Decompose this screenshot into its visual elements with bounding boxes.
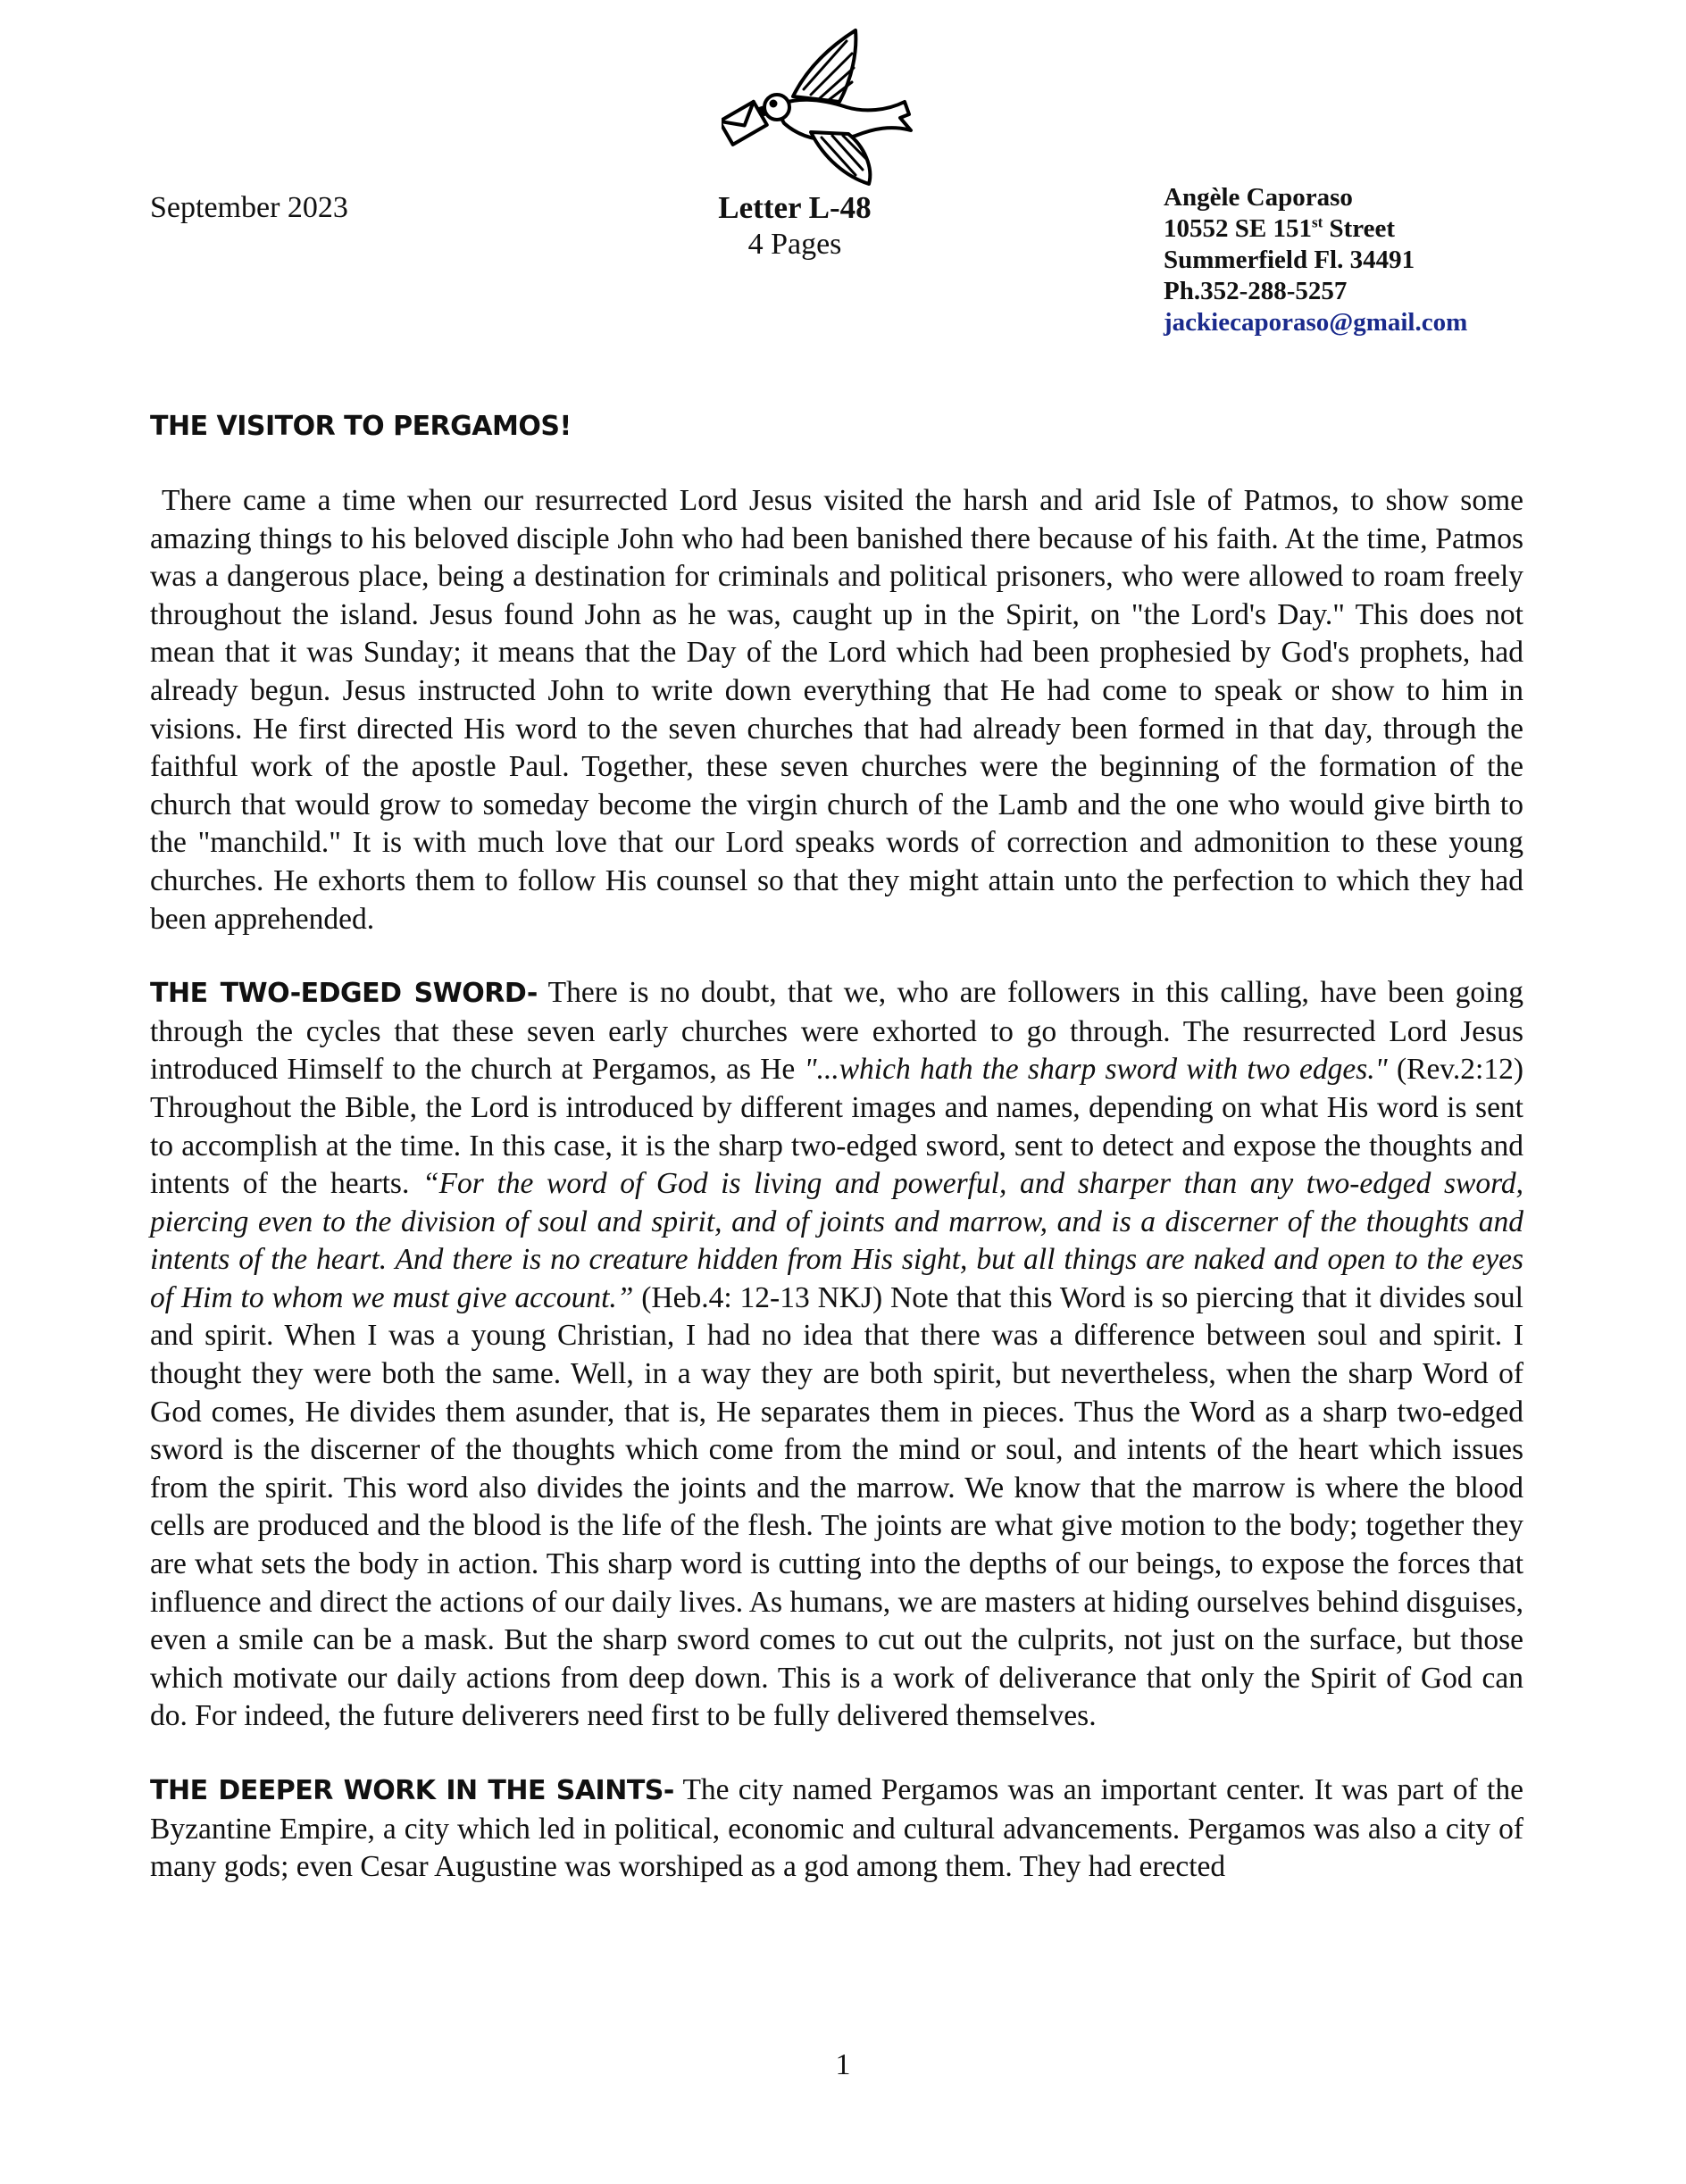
page-number: 1 (835, 2048, 851, 2081)
letter-identifier (688, 189, 902, 263)
sword-text-3: (Heb.4: 12-13 NKJ) Note that this Word is so piercing that it divides soul and spirit. When I was a young Christian, I had no idea that there was a difference between soul and spirit. I thought they were both the same. Well, in a way they are both spirit, but nevertheless, when the sharp Word of God comes, He divides them asunder, that is, He separates them in pieces. Thus the Word as a sharp two-edged sword is the discerner of the thoughts which come from the mind or soul, and intents of the heart which issues from the spirit. This word also divides the joints and the marrow. We know that the marrow is where the blood cells are produced and the blood is the life of the flesh. The joints are what give motion to the body; together they are what sets the body in action. This sharp word is cutting into the depths of our beings, to expose the forces that influence and direct the actions of our daily lives. As humans, we are masters at hiding ourselves behind disguises, even a smile can be a mask. But the sharp sword comes to cut out the culprits, not just on the surface, but those which motivate our daily actions from deep down. This is a work of deliverance that only the Spirit of God can do. For indeed, the future deliverers need first to be fully delivered themselves. (150, 1280, 1523, 1733)
letter-date: September 2023 (150, 191, 348, 224)
sender-address (1164, 182, 1467, 338)
sword-paragraph (150, 974, 1523, 1736)
sword-heading: THE TWO-EDGED SWORD- (150, 978, 538, 1010)
saints-paragraph (150, 1771, 1523, 1887)
page-count: 4 Pages (747, 228, 842, 261)
sword-text-2: (Rev.2:12) Throughout the Bible, the Lord is introduced by different images and names, depending on what His word is sent to accomplish at the time. In this case, it is the sharp two-edged sword, sent to detect and expose the thoughts and intents of the hearts. (150, 1053, 1523, 1201)
saints-heading: THE DEEPER WORK IN THE SAINTS- (150, 1775, 674, 1806)
letter-body (150, 482, 1532, 1922)
dove-with-letter-icon (722, 25, 920, 195)
sword-text-1: There is no doubt, that we, who are followers in this calling, have been going through the cycles that these seven early churches were exhorted to go through. The resurrected Lord Jesus introduced Himself to the church at Pergamos, as He (150, 976, 1523, 1087)
sword-quote-heb: “For the word of God is living and powerful, and sharper than any two-edged sword, piercing even to the division of soul and spirit, and of joints and marrow, and is a discerner of the thoughts and intents of the heart. And there is no creature hidden from His sight, but all things are naked and open to the eyes of Him to whom we must give account.” (150, 1167, 1523, 1314)
sender-street (1164, 213, 1467, 245)
sender-phone: Ph.352-288-5257 (1164, 277, 1348, 305)
saints-text: The city named Pergamos was an important center. It was part of the Byzantine Empire, a city which led in political, economic and cultural advancements. Pergamos was also a city of many gods; even Cesar Augustine was worshiped as a god among them. They had erected (150, 1773, 1523, 1884)
street-name: Street (1323, 214, 1396, 243)
sender-email-link[interactable]: jackiecaporaso@gmail.com (1164, 308, 1468, 337)
street-number: 10552 SE 151 (1164, 214, 1312, 243)
street-ordinal: st (1311, 213, 1323, 231)
sender-city: Summerfield Fl. 34491 (1164, 246, 1415, 274)
sender-name: Angèle Caporaso (1164, 183, 1353, 212)
sword-quote-rev: "...which hath the sharp sword with two edges." (804, 1053, 1388, 1087)
main-heading: THE VISITOR TO PERGAMOS! (150, 411, 572, 442)
letter-title: Letter L-48 (718, 190, 872, 225)
intro-paragraph: There came a time when our resurrected Lord Jesus visited the harsh and arid Isle of Patmos, to show some amazing things to his beloved disciple John who had been banished there because of his faith. At the time, Patmos was a dangerous place, being a destination for criminals and political prisoners, who were allowed to roam freely throughout the island. Jesus found John as he was, caught up in the Spirit, on "the Lord's Day." This does not mean that it was Sunday; it means that the Day of the Lord which had been prophesied by God's prophets, had already begun. Jesus instructed John to write down everything that He had come to speak or show to him in visions. He first directed His word to the seven churches that had already been formed in that day, through the faithful work of the apostle Paul. Together, these seven churches were the beginning of the formation of the church that would grow to someday become the virgin church of the Lamb and the one who would give birth to the "manchild." It is with much love that our Lord speaks words of correction and admonition to these young churches. He exhorts them to follow His counsel so that they might attain unto the perfection to which they had been apprehended. (150, 484, 1532, 936)
